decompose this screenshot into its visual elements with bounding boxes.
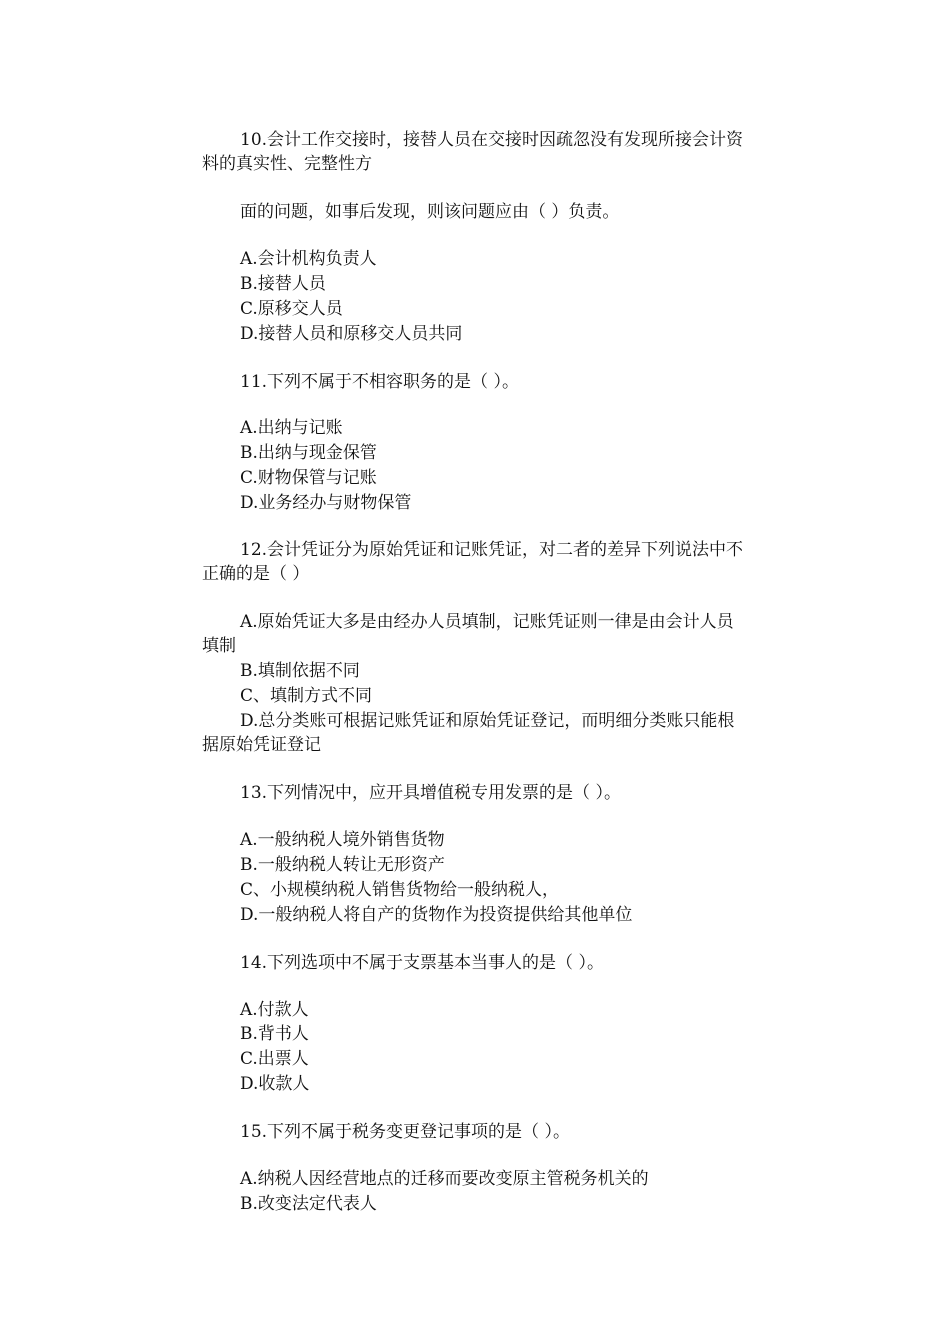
q12-option-c: C、填制方式不同 bbox=[240, 686, 373, 706]
q10-option-a: A.会计机构负责人 bbox=[240, 249, 377, 269]
q13-option-b: B.一般纳税人转让无形资产 bbox=[240, 855, 445, 875]
q11-stem: 11.下列不属于不相容职务的是（ ）。 bbox=[240, 372, 519, 392]
q12-option-d-line1: D.总分类账可根据记账凭证和原始凭证登记，而明细分类账只能根 bbox=[240, 711, 735, 731]
q14-option-a: A.付款人 bbox=[240, 1000, 309, 1020]
q10-stem-line3: 面的问题，如事后发现，则该问题应由（ ）负责。 bbox=[240, 202, 620, 222]
q12-option-d-line2: 据原始凭证登记 bbox=[202, 735, 321, 755]
q15-option-a: A.纳税人因经营地点的迁移而要改变原主管税务机关的 bbox=[240, 1169, 649, 1189]
q13-option-a: A.一般纳税人境外销售货物 bbox=[240, 830, 445, 850]
q13-option-d: D.一般纳税人将自产的货物作为投资提供给其他单位 bbox=[240, 905, 633, 925]
q12-option-b: B.填制依据不同 bbox=[240, 661, 360, 681]
q10-option-c: C.原移交人员 bbox=[240, 299, 343, 319]
q12-option-a-line1: A.原始凭证大多是由经办人员填制，记账凭证则一律是由会计人员 bbox=[240, 612, 734, 632]
q15-option-b: B.改变法定代表人 bbox=[240, 1194, 377, 1214]
q13-option-c: C、小规模纳税人销售货物给一般纳税人， bbox=[240, 880, 560, 900]
q10-option-b: B.接替人员 bbox=[240, 274, 326, 294]
q14-option-b: B.背书人 bbox=[240, 1024, 309, 1044]
q12-stem-line1: 12.会计凭证分为原始凭证和记账凭证，对二者的差异下列说法中不 bbox=[240, 540, 744, 560]
q14-option-d: D.收款人 bbox=[240, 1074, 310, 1094]
q10-stem-line2: 料的真实性、完整性方 bbox=[202, 154, 372, 174]
q11-option-a: A.出纳与记账 bbox=[240, 418, 343, 438]
q10-stem-line1: 10.会计工作交接时，接替人员在交接时因疏忽没有发现所接会计资 bbox=[240, 130, 744, 150]
q15-stem: 15.下列不属于税务变更登记事项的是（ ）。 bbox=[240, 1122, 570, 1142]
q12-stem-line2: 正确的是（ ） bbox=[202, 564, 310, 584]
q11-option-c: C.财物保管与记账 bbox=[240, 468, 377, 488]
q14-stem: 14.下列选项中不属于支票基本当事人的是（ ）。 bbox=[240, 953, 604, 973]
q12-option-a-line2: 填制 bbox=[202, 636, 236, 656]
q13-stem: 13.下列情况中，应开具增值税专用发票的是（ ）。 bbox=[240, 783, 621, 803]
q14-option-c: C.出票人 bbox=[240, 1049, 309, 1069]
q11-option-b: B.出纳与现金保管 bbox=[240, 443, 377, 463]
q10-option-d: D.接替人员和原移交人员共同 bbox=[240, 324, 463, 344]
q11-option-d: D.业务经办与财物保管 bbox=[240, 493, 412, 513]
